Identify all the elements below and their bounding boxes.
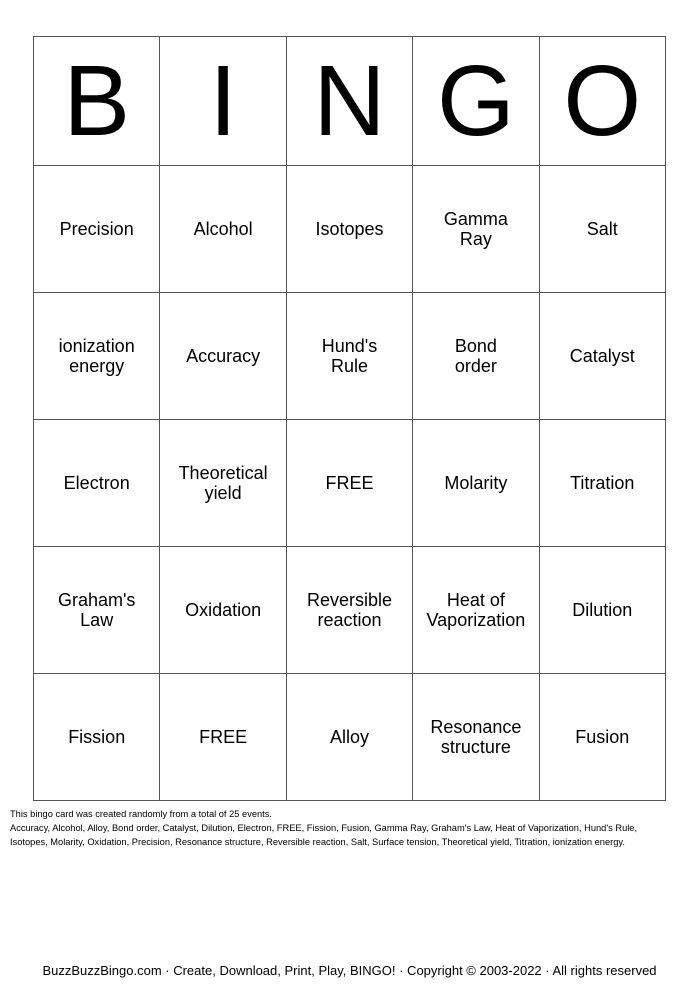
notes-event-list: Accuracy, Alcohol, Alloy, Bond order, Catalyst, Dilution, Electron, FREE, Fission, Fusion, Gamma Ray, Graham's Law, Heat of Vaporization, Hund's Rule, xyxy=(10,823,638,833)
card-row xyxy=(34,166,666,293)
card-cell: Reversible reaction xyxy=(286,547,412,674)
header-letter-b: B xyxy=(34,37,160,166)
card-row xyxy=(34,674,666,801)
card-cell: Resonance structure xyxy=(413,674,539,801)
header-letter-n: N xyxy=(286,37,412,166)
free-cell: FREE xyxy=(286,420,412,547)
card-cell: Fusion xyxy=(539,674,665,801)
card-cell: Graham's Law xyxy=(34,547,160,674)
card-cell: Bond order xyxy=(413,293,539,420)
footer-copyright: BuzzBuzzBingo.com · Create, Download, Print, Play, BINGO! · Copyright © 2003-2022 · All rights reserved xyxy=(42,963,657,978)
card-cell: Hund's Rule xyxy=(286,293,412,420)
card-row xyxy=(34,293,666,420)
notes-summary: This bingo card was created randomly from a total of 25 events. xyxy=(10,809,272,819)
card-cell: Precision xyxy=(34,166,160,293)
card-notes xyxy=(10,807,690,849)
free-cell: FREE xyxy=(160,674,286,801)
card-row xyxy=(34,420,666,547)
header-row xyxy=(34,37,666,166)
notes-event-list-cont: Isotopes, Molarity, Oxidation, Precision, Resonance structure, Reversible reaction, Salt, Surface tension, Theoretical yield, Titration, ionization energy. xyxy=(10,837,625,847)
card-cell: Alcohol xyxy=(160,166,286,293)
card-cell: Oxidation xyxy=(160,547,286,674)
card-cell: Gamma Ray xyxy=(413,166,539,293)
card-cell: ionization energy xyxy=(34,293,160,420)
card-cell: Catalyst xyxy=(539,293,665,420)
bingo-card xyxy=(33,36,666,801)
header-letter-o: O xyxy=(539,37,665,166)
card-cell: Molarity xyxy=(413,420,539,547)
header-letter-i: I xyxy=(160,37,286,166)
card-cell: Isotopes xyxy=(286,166,412,293)
card-cell: Fission xyxy=(34,674,160,801)
card-cell: Electron xyxy=(34,420,160,547)
card-cell: Theoretical yield xyxy=(160,420,286,547)
header-letter-g: G xyxy=(413,37,539,166)
card-cell: Accuracy xyxy=(160,293,286,420)
card-cell: Alloy xyxy=(286,674,412,801)
card-cell: Dilution xyxy=(539,547,665,674)
card-row xyxy=(34,547,666,674)
card-cell: Heat of Vaporization xyxy=(413,547,539,674)
card-cell: Salt xyxy=(539,166,665,293)
card-cell: Titration xyxy=(539,420,665,547)
